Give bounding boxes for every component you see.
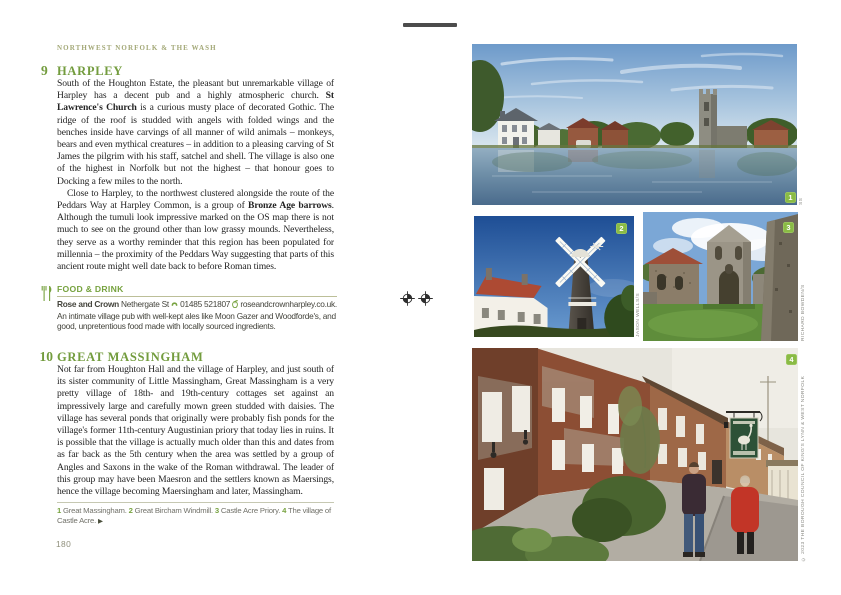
photo-great-massingham-pond [472, 44, 797, 205]
bold-term: St Lawrence's Church [57, 90, 334, 114]
photo-caption [57, 506, 340, 527]
fold-mark-bar [403, 23, 457, 27]
photo-badge-2: 2 [616, 223, 627, 234]
food-drink-heading: FOOD & DRINK [57, 284, 124, 294]
venue-name: Rose and Crown [57, 299, 119, 309]
section-number-9: 9 [41, 63, 48, 78]
caption-text: The village of Castle Acre. [57, 506, 331, 525]
registration-crosshair-icon [400, 291, 415, 306]
caption-text: Great Massingham. [63, 506, 127, 515]
caption-rule [57, 502, 334, 503]
page-number: 180 [56, 539, 72, 549]
photo-credit: © 2023 THE BOROUGH COUNCIL OF KING'S LYNN & WEST NORFOLK [801, 375, 806, 561]
photo-credit: RICHARD BOWDEN/S [801, 284, 806, 341]
paragraph: Not far from Houghton Hall and the village of Harpley, and just south of its sister community of Little Massingham, Great Massingham is a very pretty village of 18th- and 19th-century cottages set against an impressively large and carefully mown green studded with daisies. The village has several ponds that originally were probably fish ponds for the village's former 11th-century Augustinian priory that today lies in ruins. It is possible that the village is actually much older than this and dates from as far back as the 5th century when the area was settled by a group of Angles and Saxons in the wake of the Roman withdrawal. The leader of this group may have been Maesron and the settlers known as Maersings, hence the village becoming Maersingham and later, Massingham. [57, 364, 334, 498]
section-title-harpley: HARPLEY [57, 64, 124, 78]
paragraph: South of the Houghton Estate, the pleasant but unremarkable village of Harpley has a decent pub and a highly atmospheric church. St Lawrence's Church is a curious musty place of decorated Gothic. The ridge of the roof is studded with angels with folded wings and the benches inside have carvings of all manner of wild animals – monkeys, bears and even mythical creatures – in addition to a pleasing carving of St James the pilgrim with his staff, satchel and shell. The village is also one of the highest in Norfolk but not the highest – that honour goes to Docking a few miles to the north. [57, 78, 334, 187]
venue-address: Nethergate St [121, 299, 169, 309]
photo-badge-4: 4 [786, 354, 797, 365]
venue-phone: 01485 521807 [180, 299, 231, 309]
photo-castle-acre-priory [643, 212, 798, 341]
caption-number: 3 [214, 506, 219, 515]
photo-credit: SS [799, 197, 804, 205]
fork-and-knife-icon [41, 285, 52, 302]
caption-arrow-icon: ▶ [97, 518, 103, 525]
section-number-10: 10 [39, 349, 53, 364]
photo-castle-acre-street [472, 348, 798, 561]
section-title-great-massingham: GREAT MASSINGHAM [57, 350, 204, 364]
phone-icon [171, 300, 178, 311]
photo-badge-1: 1 [785, 192, 796, 203]
website-mouse-icon [232, 300, 238, 311]
food-drink-listing [57, 299, 339, 332]
food-drink-rule [57, 296, 337, 297]
bold-term: Bronze Age barrows [248, 200, 332, 212]
photo-badge-3: 3 [783, 222, 794, 233]
photo-great-bircham-windmill [474, 216, 634, 337]
caption-text: Great Bircham Windmill. [134, 506, 213, 515]
section-harpley-body [57, 78, 334, 273]
venue-website: roseandcrownharpley.co.uk. [240, 299, 337, 309]
venue-description: An intimate village pub with well-kept ales like Moon Gazer and Woodforde's, and good, unpretentious food made with locally sourced ingredients. [57, 310, 336, 332]
running-head: NORTHWEST NORFOLK & THE WASH [57, 44, 217, 52]
pub-sign [730, 418, 758, 458]
registration-marks [400, 291, 433, 306]
caption-number: 1 [57, 506, 62, 515]
photo-credit: JASON WELLS/S [636, 292, 641, 337]
registration-crosshair-icon [418, 291, 433, 306]
caption-number: 4 [282, 506, 287, 515]
section-great-massingham-body [57, 364, 334, 498]
caption-text: Castle Acre Priory. [220, 506, 281, 515]
caption-number: 2 [128, 506, 133, 515]
paragraph: Close to Harpley, to the northwest clustered alongside the route of the Peddars Way at Harpley Common, is a group of Bronze Age barrows. Although the tumuli look impressive marked on the OS map there is not much to see on the ground other than low grassy mounds. Nevertheless, they serve as a worthy reminder that this region has been populated for millennia – the proximity of the Peddars Way suggesting that parts of this ancient route might well date back to before Roman times. [57, 187, 334, 273]
